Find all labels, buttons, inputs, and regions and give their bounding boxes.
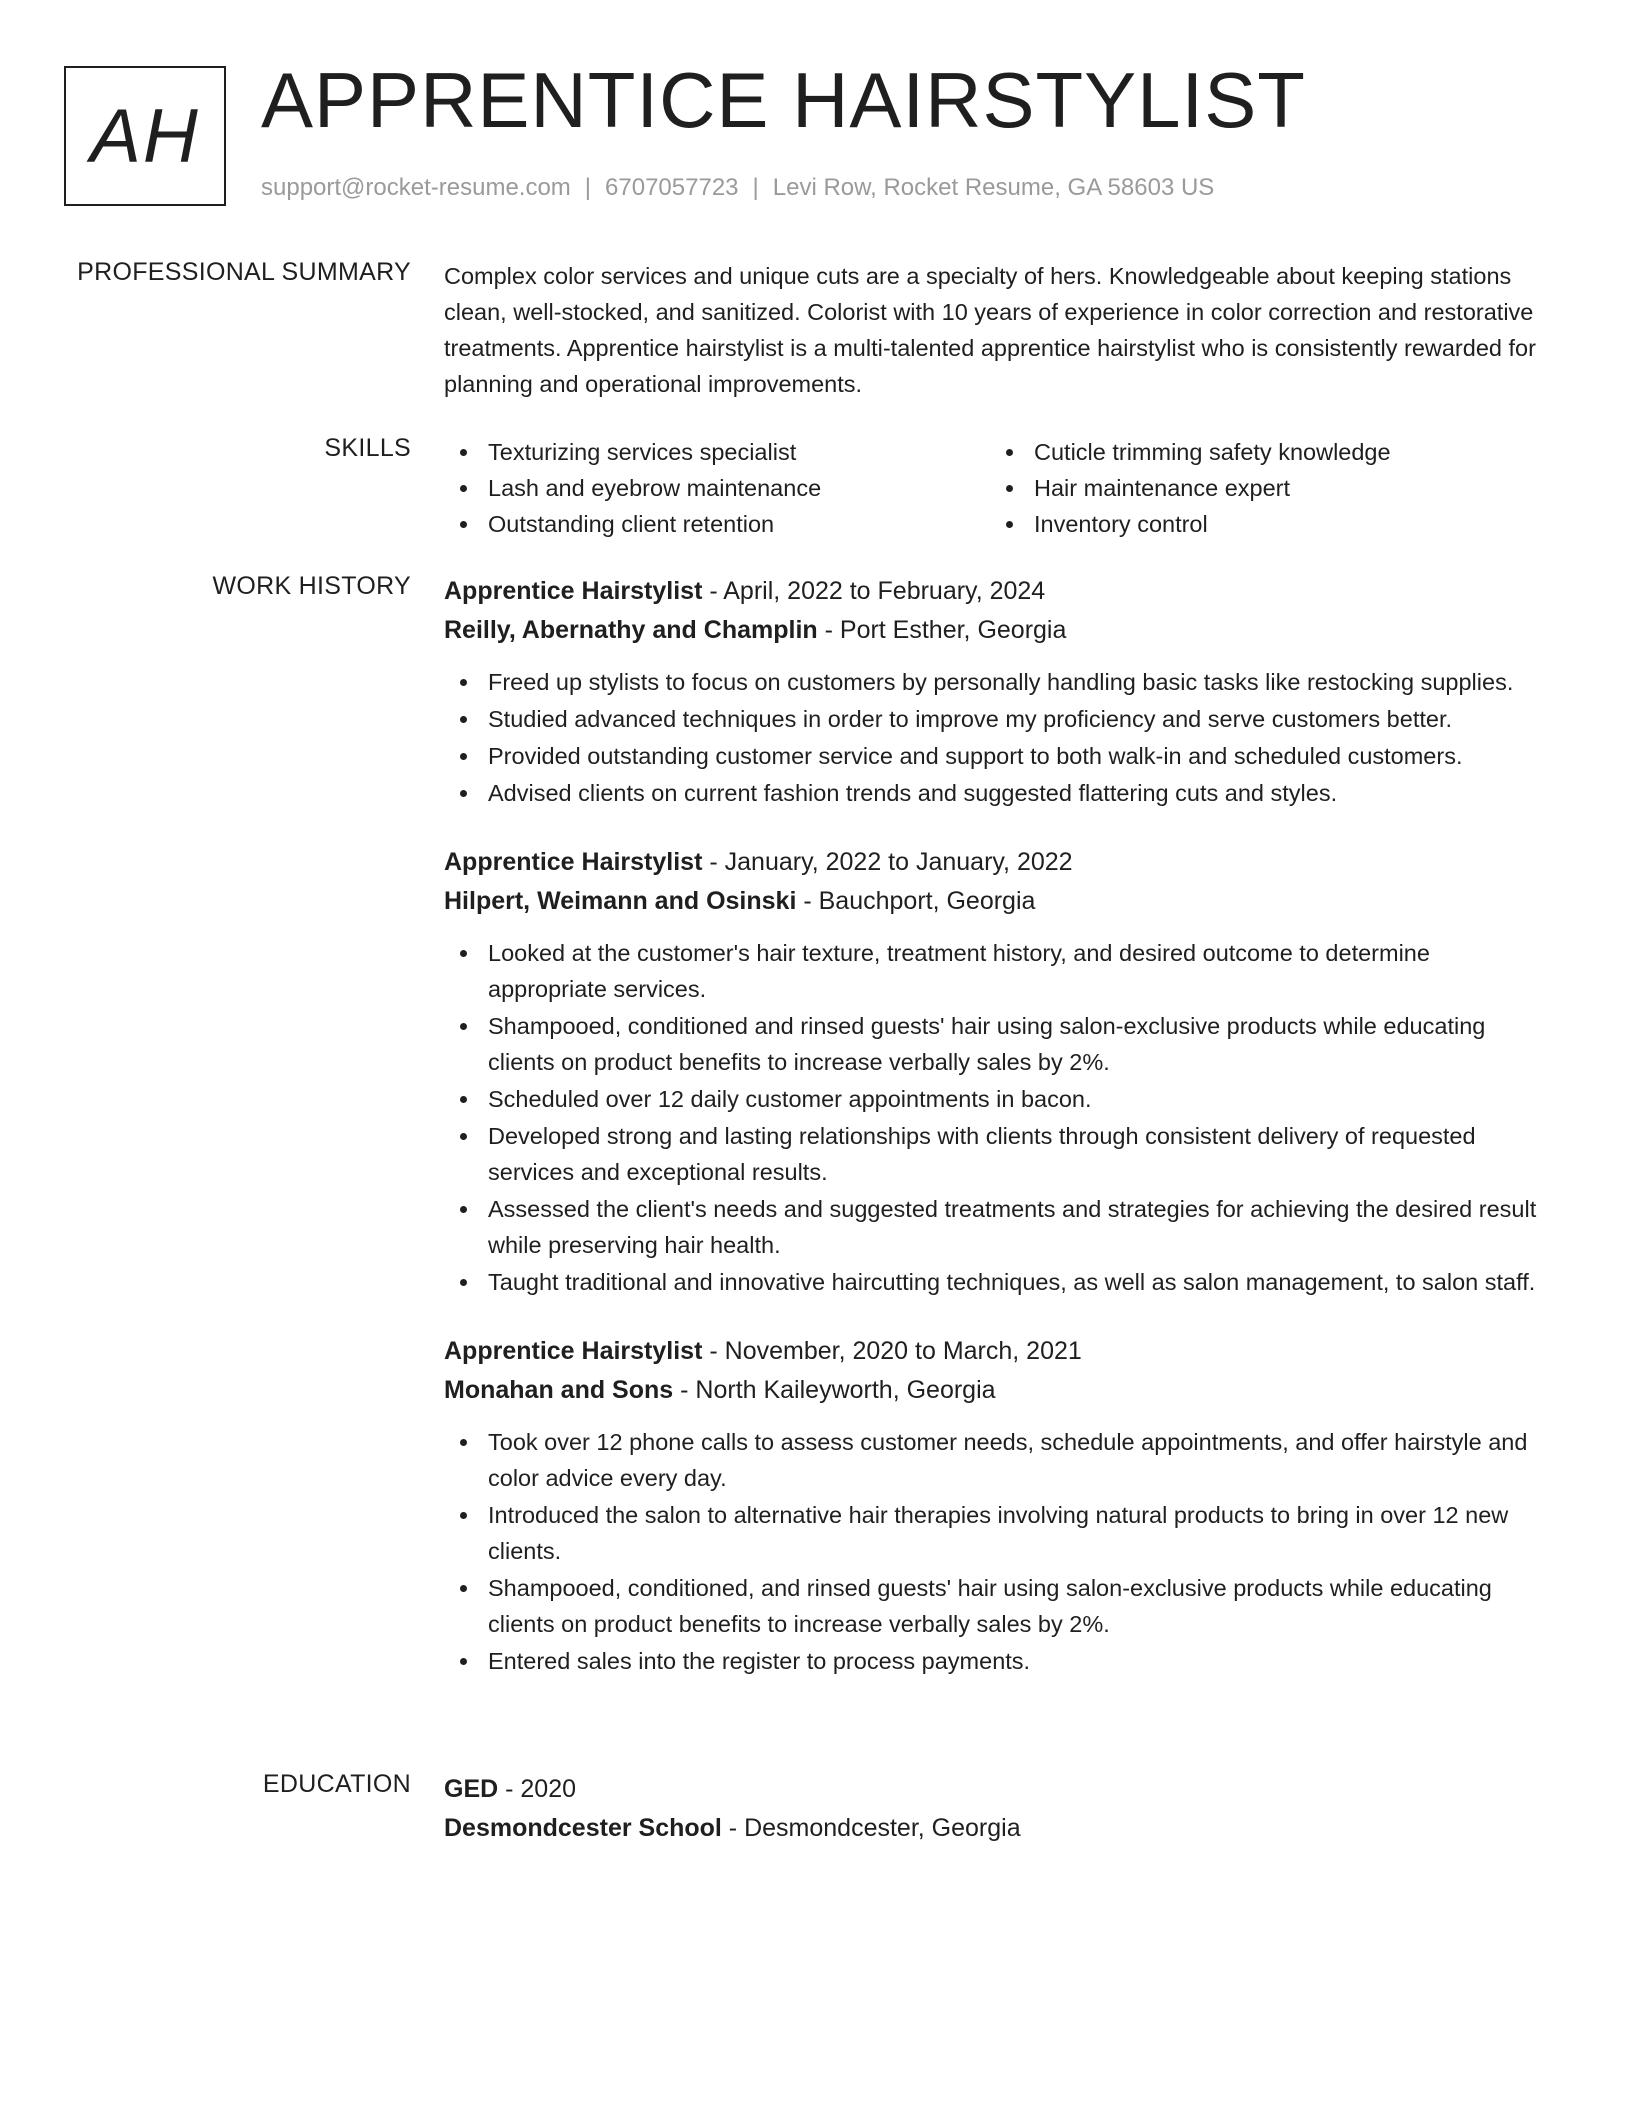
email-link[interactable]: support@rocket-resume.com [261,174,571,201]
skills-grid [444,434,1544,542]
summary-text: Complex color services and unique cuts are a specialty of hers. Knowledgeable about keeping stations clean, well-stocked, and sanitized. Colorist with 10 years of experience in color correction and restorative treatments. Apprentice hairstylist is a multi-talented apprentice hairstylist who is consistently rewarded for planning and operational improvements. [444,263,1536,397]
job-location: - Bauchport, Georgia [796,887,1036,915]
skill-item: Lash and eyebrow maintenance [444,470,990,506]
degree: GED [444,1775,499,1803]
skills-column-right [990,434,1536,542]
degree-line [444,1770,1544,1809]
job-bullet: Took over 12 phone calls to assess customer needs, schedule appointments, and offer hairstyle and color advice every day. [444,1424,1544,1496]
skill-item: Outstanding client retention [444,506,990,542]
job-entry [444,1332,1544,1679]
job-company-line [444,1371,1544,1410]
summary-body [444,258,1544,402]
job-bullets [444,935,1544,1300]
job-entry [444,572,1544,811]
job-bullet: Advised clients on current fashion trends and suggested flattering cuts and styles. [444,775,1544,811]
job-title: Apprentice Hairstylist [444,848,703,876]
job-company: Monahan and Sons [444,1376,674,1404]
job-bullet: Developed strong and lasting relationships with clients through consistent delivery of requested services and exceptional results. [444,1118,1544,1190]
job-bullet: Scheduled over 12 daily customer appointments in bacon. [444,1081,1544,1117]
job-dates: - April, 2022 to February, 2024 [702,577,1046,605]
job-bullet: Assessed the client's needs and suggested treatments and strategies for achieving the desired result while preserving hair health. [444,1191,1544,1263]
phone-number: 6707057723 [605,174,739,201]
job-entry [444,843,1544,1300]
job-company: Hilpert, Weimann and Osinski [444,887,797,915]
job-bullet: Shampooed, conditioned, and rinsed guests' hair using salon-exclusive products while educating clients on product benefits to increase verbally sales by 2%. [444,1570,1544,1642]
job-location: - North Kaileyworth, Georgia [673,1376,996,1404]
skill-item: Hair maintenance expert [990,470,1536,506]
job-bullet: Looked at the customer's hair texture, treatment history, and desired outcome to determine appropriate services. [444,935,1544,1007]
graduation-year: - 2020 [498,1775,577,1803]
skill-item: Inventory control [990,506,1536,542]
section-label-work: WORK HISTORY [212,572,411,600]
address: Levi Row, Rocket Resume, GA 58603 US [772,174,1215,201]
job-dates: - January, 2022 to January, 2022 [702,848,1073,876]
job-title-line [444,572,1544,611]
job-company: Reilly, Abernathy and Champlin [444,616,818,644]
job-bullet: Introduced the salon to alternative hair therapies involving natural products to bring in over 12 new clients. [444,1497,1544,1569]
skills-column-left [444,434,990,542]
school-line [444,1809,1544,1848]
skill-item: Texturizing services specialist [444,434,990,470]
resume-title: APPRENTICE HAIRSTYLIST [261,56,1306,144]
job-company-line [444,882,1544,921]
job-location: - Port Esther, Georgia [817,616,1067,644]
contact-line [261,174,1214,202]
job-title-line [444,843,1544,882]
job-bullets [444,664,1544,811]
job-bullet: Shampooed, conditioned and rinsed guests' hair using salon-exclusive products while educating clients on product benefits to increase verbally sales by 2%. [444,1008,1544,1080]
job-title: Apprentice Hairstylist [444,1337,703,1365]
job-company-line [444,611,1544,650]
skill-item: Cuticle trimming safety knowledge [990,434,1536,470]
job-bullet: Taught traditional and innovative haircutting techniques, as well as salon management, to salon staff. [444,1264,1544,1300]
education-body [444,1770,1544,1848]
school-location: - Desmondcester, Georgia [721,1814,1021,1842]
monogram-logo: AH [64,66,226,206]
work-body [444,572,1544,1711]
job-bullets [444,1424,1544,1679]
section-label-education: EDUCATION [262,1770,411,1798]
separator: | [752,174,759,201]
job-bullet: Provided outstanding customer service and support to both walk-in and scheduled customers. [444,738,1544,774]
section-label-skills: SKILLS [324,434,411,462]
job-title: Apprentice Hairstylist [444,577,703,605]
job-dates: - November, 2020 to March, 2021 [702,1337,1082,1365]
school-name: Desmondcester School [444,1814,722,1842]
job-bullet: Studied advanced techniques in order to improve my proficiency and serve customers better. [444,701,1544,737]
job-bullet: Entered sales into the register to process payments. [444,1643,1544,1679]
skills-body [444,434,1544,542]
job-bullet: Freed up stylists to focus on customers by personally handling basic tasks like restocking supplies. [444,664,1544,700]
section-label-summary: PROFESSIONAL SUMMARY [77,258,411,286]
separator: | [584,174,592,201]
job-title-line [444,1332,1544,1371]
